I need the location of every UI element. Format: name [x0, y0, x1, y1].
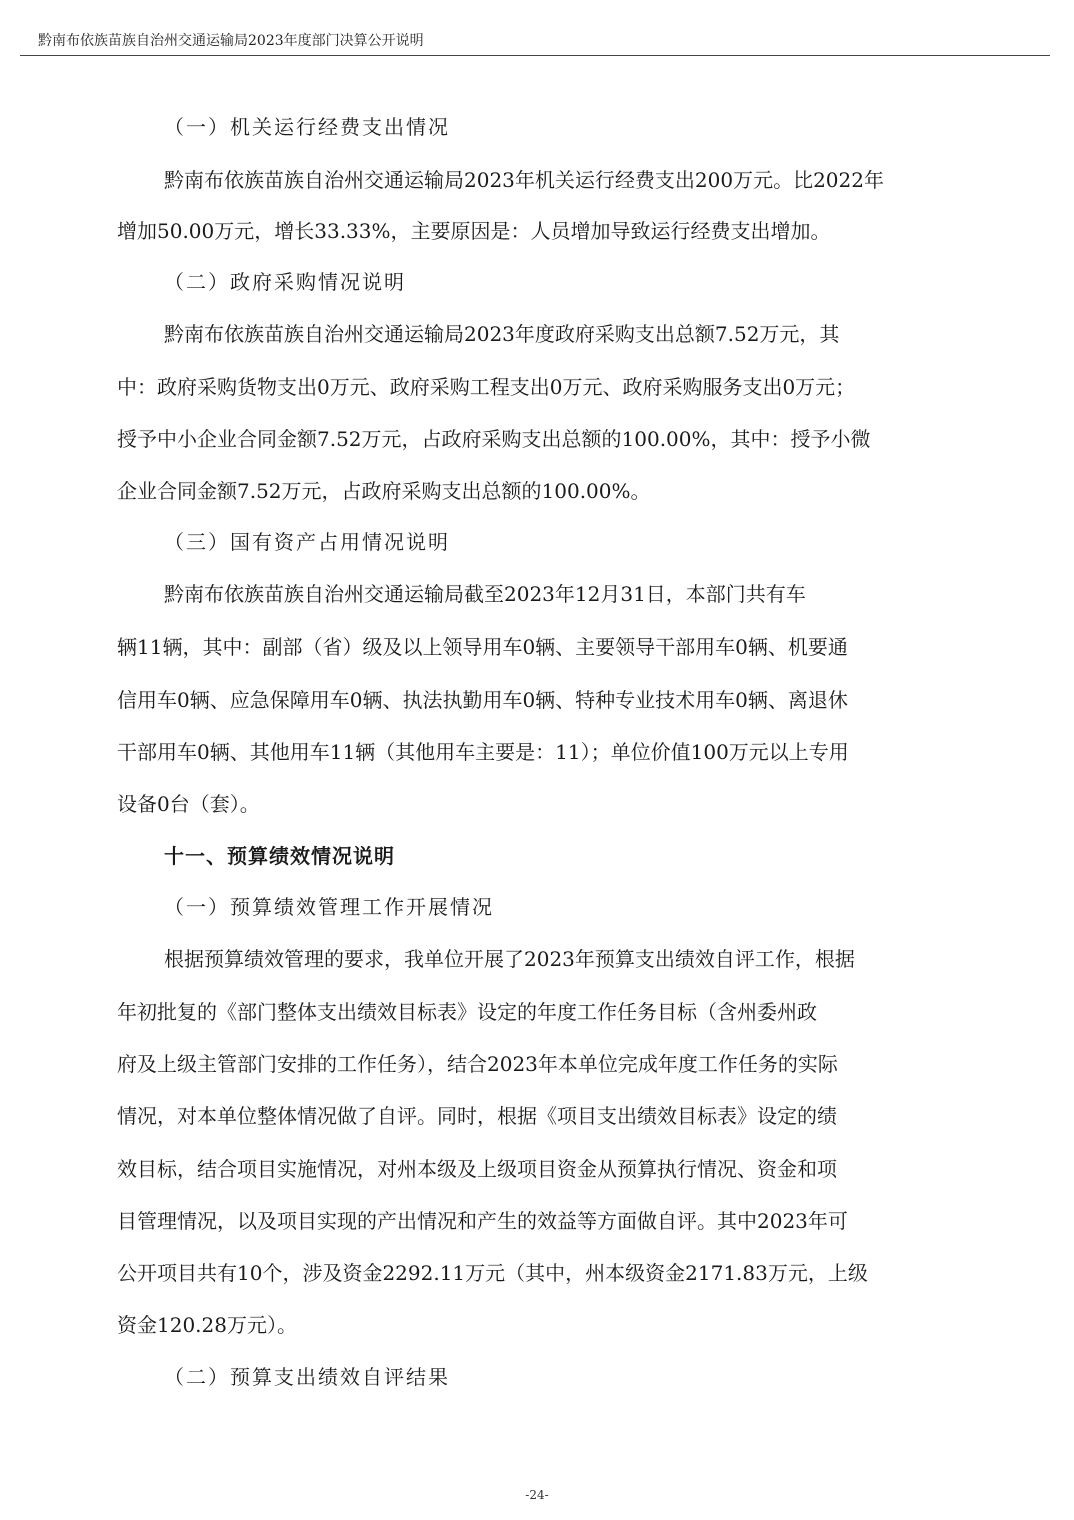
paragraph-line: 辆11辆，其中：副部（省）级及以上领导用车0辆、主要领导干部用车0辆、机要通 [117, 635, 848, 659]
page-number: -24- [525, 1488, 549, 1502]
section-heading-procurement: （二）政府采购情况说明 [164, 270, 406, 294]
paragraph-line: 黔南布依族苗族自治州交通运输局2023年机关运行经费支出200万元。比2022年 [164, 168, 884, 192]
section-heading-assets: （三）国有资产占用情况说明 [164, 530, 450, 554]
paragraph-line: 干部用车0辆、其他用车11辆（其他用车主要是：11）；单位价值100万元以上专用 [117, 740, 849, 764]
section-heading-admin-expense: （一）机关运行经费支出情况 [164, 115, 450, 139]
paragraph-line: 黔南布依族苗族自治州交通运输局截至2023年12月31日，本部门共有车 [164, 582, 806, 606]
paragraph-line: 根据预算绩效管理的要求，我单位开展了2023年预算支出绩效自评工作，根据 [164, 947, 855, 971]
paragraph-line: 情况，对本单位整体情况做了自评。同时，根据《项目支出绩效目标表》设定的绩 [117, 1104, 837, 1128]
paragraph-line: 企业合同金额7.52万元，占政府采购支出总额的100.00%。 [117, 479, 651, 503]
section-heading-performance-management: （一）预算绩效管理工作开展情况 [164, 895, 494, 919]
header-divider [20, 55, 1050, 56]
paragraph-line: 目管理情况，以及项目实现的产出情况和产生的效益等方面做自评。其中2023年可 [117, 1209, 848, 1233]
paragraph-line: 年初批复的《部门整体支出绩效目标表》设定的年度工作任务目标（含州委州政 [117, 1000, 817, 1024]
paragraph-line: 黔南布依族苗族自治州交通运输局2023年度政府采购支出总额7.52万元，其 [164, 322, 840, 346]
running-header: 黔南布依族苗族自治州交通运输局2023年度部门决算公开说明 [38, 33, 424, 49]
section-heading-self-evaluation: （二）预算支出绩效自评结果 [164, 1365, 450, 1389]
paragraph-line: 府及上级主管部门安排的工作任务），结合2023年本单位完成年度工作任务的实际 [117, 1052, 838, 1076]
paragraph-line: 增加50.00万元，增长33.33%，主要原因是：人员增加导致运行经费支出增加。 [117, 219, 831, 243]
paragraph-line: 信用车0辆、应急保障用车0辆、执法执勤用车0辆、特种专业技术用车0辆、离退休 [117, 688, 848, 712]
chapter-heading-performance: 十一、预算绩效情况说明 [164, 844, 395, 868]
paragraph-line: 授予中小企业合同金额7.52万元，占政府采购支出总额的100.00%，其中：授予小微 [117, 427, 871, 451]
paragraph-line: 公开项目共有10个，涉及资金2292.11万元（其中，州本级资金2171.83万元，上级 [117, 1261, 868, 1285]
paragraph-line: 中：政府采购货物支出0万元、政府采购工程支出0万元、政府采购服务支出0万元； [117, 375, 856, 399]
paragraph-line: 设备0台（套）。 [117, 792, 260, 816]
paragraph-line: 资金120.28万元）。 [117, 1313, 297, 1337]
paragraph-line: 效目标，结合项目实施情况，对州本级及上级项目资金从预算执行情况、资金和项 [117, 1157, 837, 1181]
